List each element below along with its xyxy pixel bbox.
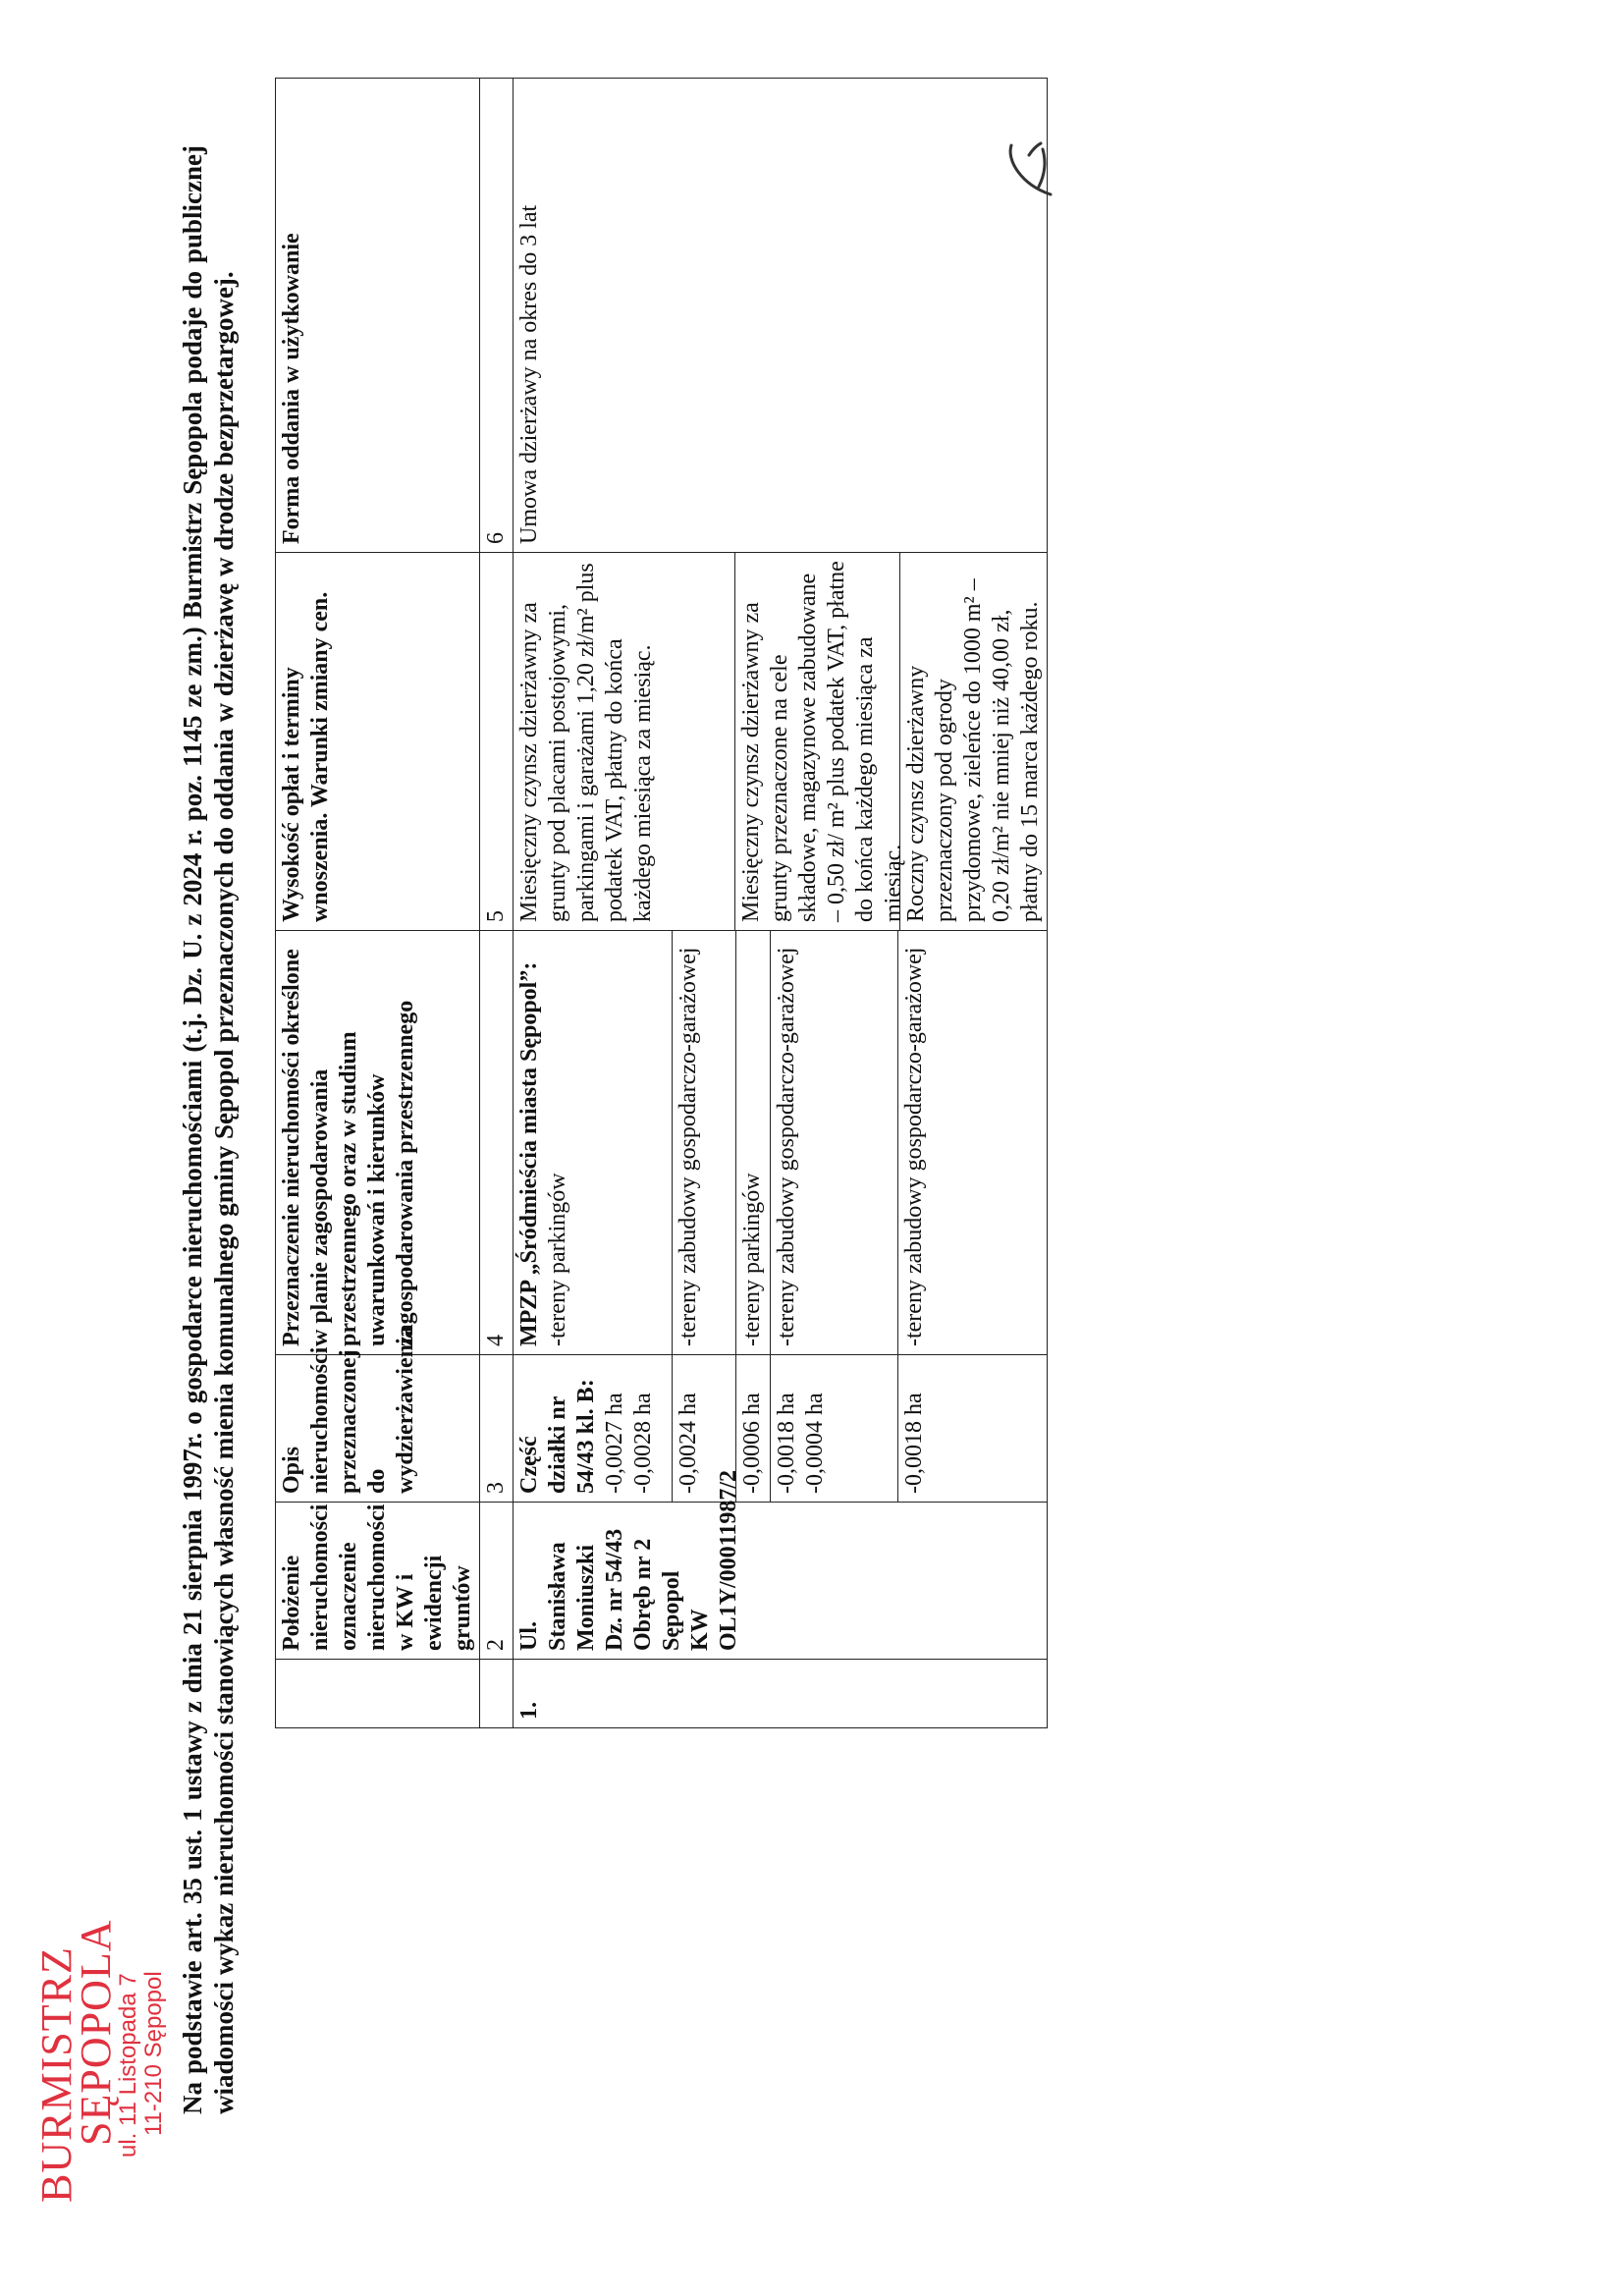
row-purpose [514,931,1048,1355]
description-line: Część działki nr 54/43 kl. B: [516,1379,599,1494]
description-line: -0,0018 ha [901,1393,927,1494]
stamp-postcode: 11-210 Sępopol [140,1971,167,2136]
header-row [276,79,480,1728]
description-line: -0,0027 ha [602,1393,627,1494]
row-lp: 1. [514,1660,1048,1728]
header-lp [276,1660,480,1728]
row-description [514,1355,1048,1503]
purpose-line: -tereny parkingów [545,1173,570,1346]
stamp-street: ul. 11 Listopada 7 [115,1973,141,2158]
description-group [771,1355,898,1502]
purpose-line: -tereny zabudowy gospodarczo-garażowej [774,947,799,1346]
description-line: -0,0028 ha [630,1393,656,1494]
purpose-group [514,931,673,1354]
colnum-2: 2 [480,1503,514,1660]
purpose-group [771,931,898,1354]
description-group [898,1355,931,1502]
colnum-1 [480,1660,514,1728]
row-location [514,1469,1048,1660]
description-line: -0,0004 ha [802,1393,828,1494]
table-row [514,79,1048,1728]
colnum-6: 6 [480,79,514,553]
header-description: Opis nieruchomości przeznaczonej do wydzierżawienia [276,1355,480,1503]
location-line: Ul. Stanisława Moniuszki [516,1542,599,1651]
header-location: Położenie nieruchomości oznaczenie nieruchomości w KW i ewidencji gruntów [276,1503,480,1660]
header-fees: Wysokość opłat i terminy wnoszenia. Warunki zmiany cen. [276,553,480,931]
stamp-town: SĘPOPOLA [72,1919,120,2146]
stamp-title: BURMISTRZ [32,1946,81,2203]
fee-group: Miesięczny czynsz dzierżawny za grunty przeznaczone na cele składowe, magazynowe zabudowane – 0,50 zł/ m² plus podatek VAT, płatne do końca każdego miesiąca za miesiąc. [735,553,900,930]
purpose-line: MPZP „Śródmieścia miasta Sępopol”: [516,961,542,1346]
colnum-5: 5 [480,553,514,931]
colnum-3: 3 [480,1355,514,1503]
description-line: -0,0024 ha [676,1393,701,1494]
location-line: KW OL1Y/00011987/2 [687,1469,741,1651]
header-purpose: Przeznaczenie nieruchomości określone w planie zagospodarowania przestrzennego oraz w studium uwarunkowań i kierunków zagospodarowania przestrzennego [276,931,480,1355]
purpose-line: -tereny zabudowy gospodarczo-garażowej [901,947,927,1346]
row-fees [514,553,1048,931]
purpose-group [673,931,736,1354]
header-form: Forma oddania w użytkowanie [276,79,480,553]
description-group [736,1355,771,1502]
handwritten-mark-icon [982,126,1070,214]
description-line: -0,0018 ha [774,1393,799,1494]
intro-paragraph: Na podstawie art. 35 ust. 1 ustawy z dnia 21 sierpnia 1997r. o gospodarce nieruchomościami (t.j. Dz. U. z 2024 r. poz. 1145 ze zm.) Burmistrz Sępopola podaje do publicznej wiadomości wykaz nieruchomości stanowiących własność mienia komunalnego gminy Sępopol przeznaczonych do oddania w dzierżawę w drodze bezprzetargowej. [178,145,239,2114]
description-line: -0,0006 ha [739,1393,765,1494]
description-group [514,1355,673,1502]
fee-group: Roczny czynsz dzierżawny przeznaczony pod ogrody przydomowe, zieleńce do 1000 m² – 0,20 zł/m² nie mniej niż 40,00 zł, płatny do 15 marca każdego roku. [903,578,1043,922]
location-line: Dz. nr 54/43 [602,1528,627,1651]
column-number-row [480,79,514,1728]
row-form: Umowa dzierżawy na okres do 3 lat [514,79,1048,553]
fee-group: Miesięczny czynsz dzierżawny za grunty pod placami postojowymi, parkingami i garażami 1,20 zł/m² plus podatek VAT, płatny do końca każdego miesiąca za miesiąc. [514,553,735,930]
property-table [275,78,1048,1728]
purpose-line: -tereny zabudowy gospodarczo-garażowej [676,947,701,1346]
colnum-4: 4 [480,931,514,1355]
location-line: Obręb nr 2 Sępopol [630,1538,684,1651]
official-stamp [32,1692,167,2203]
purpose-group [736,931,771,1354]
purpose-group [898,931,931,1354]
purpose-line: -tereny parkingów [739,1173,765,1346]
